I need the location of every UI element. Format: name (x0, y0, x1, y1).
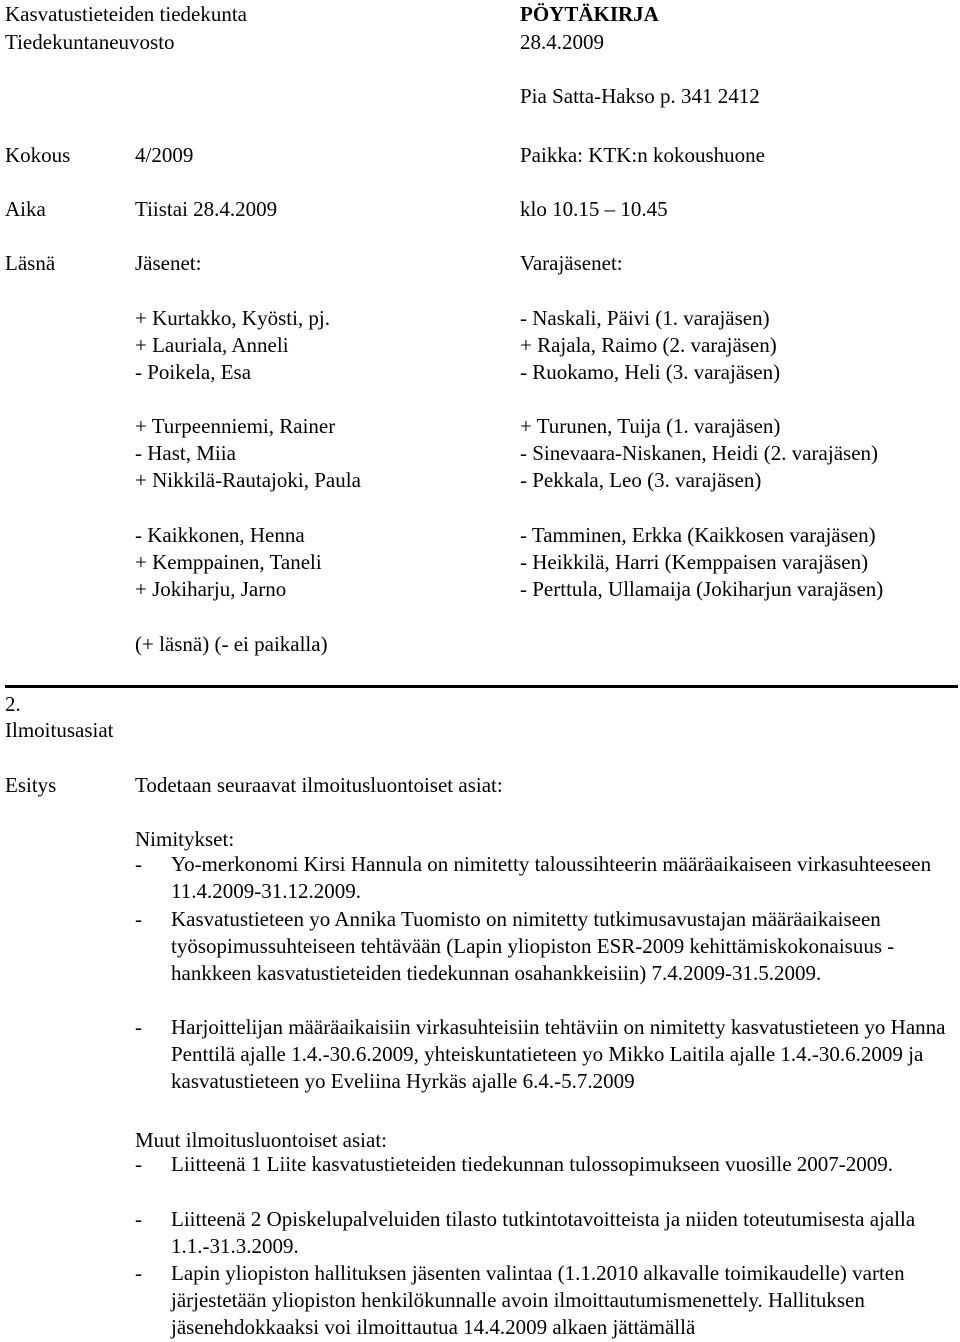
member-entry: - Kaikkonen, Henna (135, 523, 305, 547)
deputy-entry: - Ruokamo, Heli (3. varajäsen) (520, 360, 781, 384)
kokous-value: 4/2009 (135, 143, 194, 167)
deputy-entry: - Perttula, Ullamaija (Jokiharjun varajäsen) (520, 577, 884, 601)
list-item-text: Yo-merkonomi Kirsi Hannula on nimitetty taloussihteerin määräaikaiseen virkasuhteeseen 11.4.2009-31.12.2009. (171, 852, 932, 904)
esitys-label: Esitys (5, 773, 57, 797)
kokous-label: Kokous (5, 143, 71, 167)
section-divider (5, 685, 958, 688)
list-item-text: Kasvatustieteen yo Annika Tuomisto on nimitetty tutkimusavustajan määräaikaiseen työsopimussuhteiseen tehtävään (Lapin yliopiston ESR-2009 kehittämiskokonaisuus -hankkeen kasvatustieteiden tiedekunnan osahankkeisiin) 7.4.2009-31.5.2009. (171, 907, 895, 986)
lasna-label: Läsnä (5, 251, 56, 275)
member-entry: + Turpeenniemi, Rainer (135, 414, 336, 438)
list-item-text: Liitteenä 1 Liite kasvatustieteiden tiedekunnan tulossopimukseen vuosille 2007-2009. (171, 1152, 894, 1176)
member-entry: + Kemppainen, Taneli (135, 550, 322, 574)
member-entry: + Nikkilä-Rautajoki, Paula (135, 468, 361, 492)
deputy-entry: + Turunen, Tuija (1. varajäsen) (520, 414, 781, 438)
list-bullet: - (135, 1152, 142, 1176)
deputy-entry: - Naskali, Päivi (1. varajäsen) (520, 306, 770, 330)
deputies-heading: Varajäsenet: (520, 251, 623, 275)
attendance-legend: (+ läsnä) (- ei paikalla) (135, 632, 328, 656)
deputy-entry: + Rajala, Raimo (2. varajäsen) (520, 333, 777, 357)
document-date: 28.4.2009 (520, 30, 604, 54)
member-entry: - Poikela, Esa (135, 360, 252, 384)
section-title: Ilmoitusasiat (5, 718, 114, 742)
list-item-text: Harjoittelijan määräaikaisiin virkasuhteisiin tehtäviin on nimitetty kasvatustieteen yo Hanna Penttilä ajalle 1.4.-30.6.2009, yhteiskuntatieteen yo Mikko Laitila ajalle 1.4.-30.6.2009 ja kasvatustieteen yo Eveliina Hyrkäs ajalle 6.4.-5.7.2009 (171, 1015, 946, 1094)
member-entry: - Hast, Miia (135, 441, 236, 465)
members-heading: Jäsenet: (135, 251, 202, 275)
council-name: Tiedekuntaneuvosto (5, 30, 175, 54)
aika-label: Aika (5, 197, 46, 221)
aika-value: Tiistai 28.4.2009 (135, 197, 278, 221)
contact-person: Pia Satta-Hakso p. 341 2412 (520, 84, 760, 108)
list-item-text: Liitteenä 2 Opiskelupalveluiden tilasto tutkintotavoitteista ja niiden toteutumisesta ajalla 1.1.-31.3.2009. (171, 1207, 916, 1259)
list-bullet: - (135, 907, 142, 931)
deputy-entry: - Tamminen, Erkka (Kaikkosen varajäsen) (520, 523, 876, 547)
document-type: PÖYTÄKIRJA (520, 2, 659, 26)
section-number: 2. (5, 692, 21, 716)
deputy-entry: - Heikkilä, Harri (Kemppaisen varajäsen) (520, 550, 869, 574)
deputy-entry: - Pekkala, Leo (3. varajäsen) (520, 468, 762, 492)
member-entry: + Kurtakko, Kyösti, pj. (135, 306, 330, 330)
appointments-heading: Nimitykset: (135, 827, 235, 851)
other-notices-heading: Muut ilmoitusluontoiset asiat: (135, 1128, 387, 1152)
faculty-name: Kasvatustieteiden tiedekunta (5, 2, 248, 26)
list-bullet: - (135, 1015, 142, 1039)
member-entry: + Jokiharju, Jarno (135, 577, 287, 601)
list-bullet: - (135, 1261, 142, 1285)
meeting-time: klo 10.15 – 10.45 (520, 197, 668, 221)
list-bullet: - (135, 852, 142, 876)
list-bullet: - (135, 1207, 142, 1231)
proposal-intro: Todetaan seuraavat ilmoitusluontoiset asiat: (135, 773, 503, 797)
member-entry: + Lauriala, Anneli (135, 333, 289, 357)
deputy-entry: - Sinevaara-Niskanen, Heidi (2. varajäsen) (520, 441, 879, 465)
list-item-text: Lapin yliopiston hallituksen jäsenten valintaa (1.1.2010 alkavalle toimikaudelle) varten järjestetään yliopiston henkilökunnalle avoin ilmoittautumismenettely. Hallituksen jäsenehdokkaaksi voi ilmoittautua 14.4.2009 alkaen jättämällä (171, 1261, 905, 1340)
meeting-place: Paikka: KTK:n kokoushuone (520, 143, 765, 167)
